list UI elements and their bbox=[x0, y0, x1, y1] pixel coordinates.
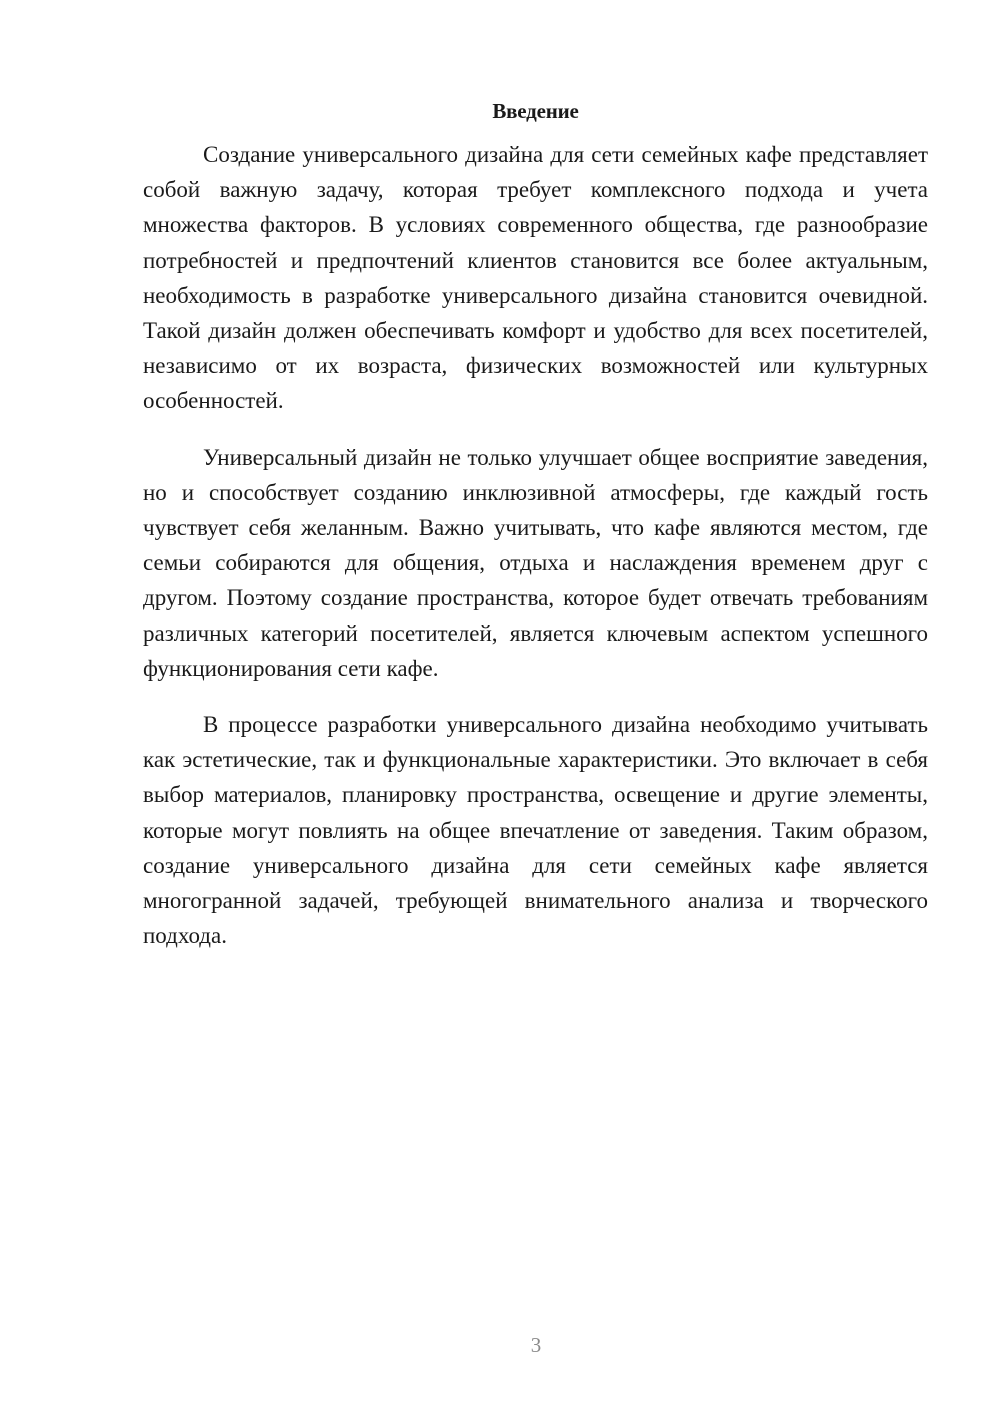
section-title: Введение bbox=[492, 99, 579, 123]
paragraph-3: В процессе разработки универсального дизайна необходимо учитывать как эстетические, так и функциональные характеристики. Это включает в себя выбор материалов, планировку пространства, освещение и другие элементы, которые могут повлиять на общее впечатление от заведения. Таким образом, создание универсального дизайна для сети семейных кафе является многогранной задачей, требующей внимательного анализа и творческого подхода. bbox=[143, 712, 928, 949]
paragraph-1: Создание универсального дизайна для сети семейных кафе представляет собой важную задачу, которая требует комплексного подхода и учета множества факторов. В условиях современного общества, где разнообразие потребностей и предпочтений клиентов становится все более актуальным, необходимость в разработке универсального дизайна становится очевидной. Такой дизайн должен обеспечивать комфорт и удобство для всех посетителей, независимо от их возраста, физических возможностей или культурных особенностей. bbox=[143, 142, 928, 414]
paragraph-2: Универсальный дизайн не только улучшает общее восприятие заведения, но и способствует созданию инклюзивной атмосферы, где каждый гость чувствует себя желанным. Важно учитывать, что кафе являются местом, где семьи собираются для общения, отдыха и наслаждения временем друг с другом. Поэтому создание пространства, которое будет отвечать требованиям различных категорий посетителей, является ключевым аспектом успешного функционирования сети кафе. bbox=[143, 444, 928, 681]
page-content bbox=[143, 96, 928, 974]
page-number: 3 bbox=[530, 1333, 542, 1357]
